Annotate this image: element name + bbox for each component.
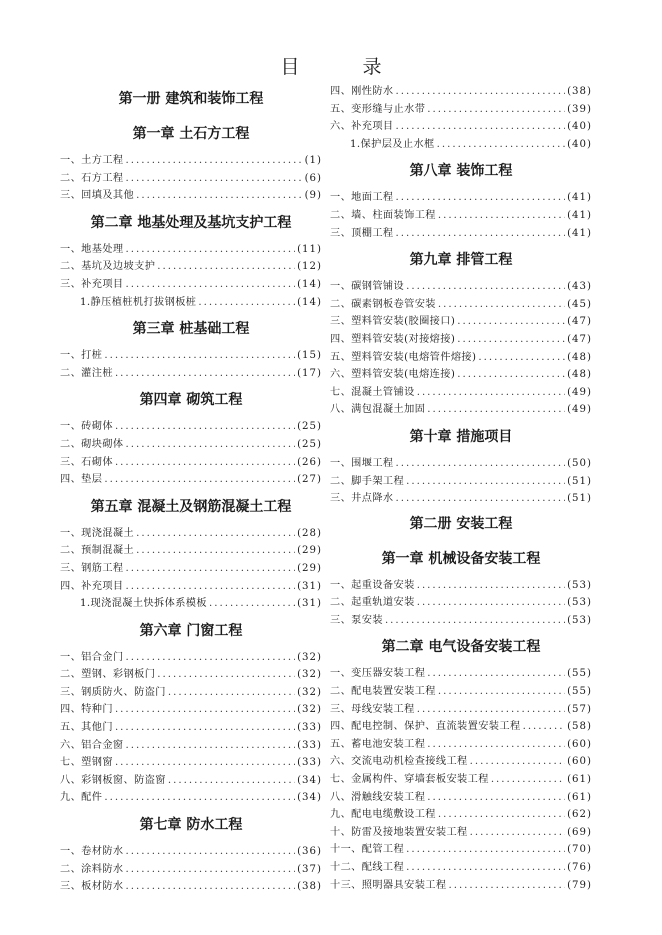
dot-leader [438,207,565,225]
volume-heading: 第二册 安装工程 [409,515,513,532]
entry-title: 六、补充项目 [330,121,394,133]
entry-title: 三、回填及其他 [60,190,135,202]
entry-title: 四、特种门 [60,704,113,716]
entry-title: 1.现浇混凝土快拆体系模板 [80,598,207,610]
toc-entry [60,878,322,896]
entry-title: 五、塑料管安装(电熔管件熔接) [330,351,477,363]
entry-title: 二、基坑及边坡支护 [60,261,156,273]
dot-leader [457,366,565,384]
entry-title: 八、彩钢板窗、防盗窗 [60,774,166,786]
dot-leader [457,331,565,349]
entry-page-number: (60) [567,756,592,768]
dot-leader [438,806,565,824]
entry-title: 六、塑料管安装(电熔连接) [330,369,456,381]
dot-leader [478,349,565,367]
entry-title: 一、卷材防水 [60,846,124,858]
toc-entry [330,207,592,225]
entry-title: 一、围堰工程 [330,457,394,469]
entry-page-number: (17) [297,367,322,379]
entry-title: 二、涂料防水 [60,863,124,875]
dot-leader [126,241,296,259]
entry-title: 九、配件 [60,792,103,804]
entry-page-number: (32) [297,686,322,698]
page-title: 目 录 [280,56,404,78]
toc-entry [60,701,322,719]
entry-page-number: (55) [567,686,592,698]
toc-entry [60,772,322,790]
dot-leader [427,789,565,807]
toc-entry [330,118,592,136]
entry-page-number: (51) [567,475,592,487]
dot-leader [126,737,296,755]
entry-page-number: (61) [567,791,592,803]
toc-entry [60,276,322,294]
toc-left-column [60,83,322,896]
toc-entry [330,841,592,859]
dot-leader [126,560,296,578]
toc-entry [330,331,592,349]
dot-leader [406,841,565,859]
dot-leader [209,595,295,613]
entry-page-number: (41) [567,227,592,239]
entry-title: 一、地基处理 [60,243,124,255]
entry-title: 六、交流电动机检查接线工程 [330,756,468,768]
entry-page-number: (31) [297,598,322,610]
entry-title: 二、灌注桩 [60,367,113,379]
entry-title: 十一、配管工程 [330,844,405,856]
toc-entry [60,347,322,365]
dot-leader [448,877,565,895]
entry-page-number: (9) [304,190,322,202]
entry-title: 十二、配线工程 [330,862,405,873]
dot-leader [457,313,565,331]
toc-entry [60,365,322,383]
entry-page-number: (26) [297,456,322,468]
entry-page-number: (57) [567,703,592,715]
toc-right-column [330,83,592,894]
entry-title: 一、铝合金门 [60,651,124,663]
entry-title: 二、起重轨道安装 [330,597,415,609]
entry-page-number: (25) [297,438,322,450]
toc-entry [330,189,592,207]
entry-title: 四、补充项目 [60,580,124,592]
entry-page-number: (79) [567,879,592,891]
toc-entry [330,101,592,119]
dot-leader [104,347,295,365]
entry-page-number: (29) [297,562,322,574]
toc-subentry [60,595,322,613]
entry-page-number: (76) [567,862,592,873]
toc-entry [60,789,322,807]
toc-entry [330,612,592,630]
dot-leader [126,152,303,170]
entry-title: 三、母线安装工程 [330,703,415,715]
toc-entry [60,754,322,772]
dot-leader [115,701,295,719]
dot-leader [157,258,295,276]
entry-page-number: (41) [567,209,592,221]
entry-page-number: (41) [567,192,592,204]
entry-page-number: (14) [297,278,322,290]
entry-page-number: (58) [567,721,592,733]
entry-page-number: (1) [304,155,322,166]
entry-page-number: (47) [567,333,592,345]
toc-entry [330,349,592,367]
dot-leader [126,276,296,294]
dot-leader [470,824,565,842]
dot-leader [115,454,295,472]
entry-title: 二、塑钢、彩钢板门 [60,669,156,681]
dot-leader [438,296,565,314]
entry-page-number: (49) [567,404,592,416]
chapter-heading: 第一章 机械设备安装工程 [381,550,541,567]
toc-entry [60,861,322,879]
toc-entry [330,824,592,842]
entry-page-number: (32) [297,669,322,681]
entry-page-number: (55) [567,668,592,680]
entry-page-number: (32) [297,651,322,663]
toc-entry [330,490,592,508]
toc-entry [60,684,322,702]
entry-page-number: (62) [567,809,592,821]
chapter-heading: 第二章 地基处理及基坑支护工程 [90,214,292,231]
toc-entry [330,683,592,701]
toc-entry [60,525,322,543]
toc-entry [60,258,322,276]
entry-page-number: (50) [567,457,592,469]
chapter-heading: 第七章 防水工程 [139,817,243,834]
entry-page-number: (34) [297,774,322,786]
entry-page-number: (37) [297,863,322,875]
entry-title: 三、补充项目 [60,278,124,290]
entry-page-number: (60) [567,738,592,750]
toc-entry [330,859,592,877]
entry-title: 四、塑料管安装(对接熔接) [330,333,456,345]
entry-title: 六、铝合金窗 [60,739,124,751]
toc-entry [60,843,322,861]
dot-leader [126,649,296,667]
entry-page-number: (6) [304,172,322,184]
entry-page-number: (11) [297,243,322,255]
toc-entry [330,771,592,789]
entry-title: 一、碳钢管铺设 [330,281,405,293]
toc-entry [330,278,592,296]
toc-entry [60,436,322,454]
dot-leader [104,789,295,807]
dot-leader [406,278,565,296]
dot-leader [427,665,565,683]
entry-page-number: (53) [567,597,592,609]
entry-page-number: (28) [297,527,322,539]
dot-leader [406,473,565,491]
chapter-heading: 第六章 门窗工程 [139,622,243,639]
dot-leader [136,525,295,543]
toc-entry [60,666,322,684]
dot-leader [168,772,295,790]
entry-title: 一、起重设备安装 [330,579,415,591]
dot-leader [417,577,565,595]
toc-entry [60,170,322,188]
entry-title: 一、地面工程 [330,192,394,204]
entry-title: 十三、照明器具安装工程 [330,879,447,891]
toc-entry [330,83,592,101]
toc-entry [60,241,322,259]
entry-page-number: (48) [567,351,592,363]
entry-page-number: (69) [567,826,592,838]
dot-leader [417,384,565,402]
entry-title: 四、配电控制、保护、直流装置安装工程 [330,721,521,733]
entry-page-number: (34) [297,792,322,804]
toc-entry [330,665,592,683]
entry-page-number: (36) [297,846,322,858]
entry-page-number: (33) [297,739,322,751]
entry-title: 八、满包混凝土加固 [330,404,426,416]
entry-page-number: (40) [567,138,592,150]
dot-leader [438,683,565,701]
entry-title: 七、混凝土管铺设 [330,386,415,398]
entry-page-number: (53) [567,614,592,626]
entry-page-number: (25) [297,421,322,433]
entry-page-number: (27) [297,474,322,486]
toc-entry [60,152,322,170]
dot-leader [385,612,565,630]
entry-title: 三、顶棚工程 [330,227,394,239]
toc-entry [330,718,592,736]
entry-title: 一、土方工程 [60,155,124,166]
entry-page-number: (33) [297,757,322,769]
entry-title: 五、蓄电池安装工程 [330,738,426,750]
entry-title: 二、碳素钢板卷管安装 [330,298,436,310]
dot-leader [427,736,565,754]
toc-entry [330,296,592,314]
chapter-heading: 第五章 混凝土及钢筋混凝土工程 [90,498,292,515]
dot-leader [126,843,296,861]
toc-subentry [60,294,322,312]
toc-entry [60,719,322,737]
toc-entry [330,384,592,402]
dot-leader [115,418,295,436]
entry-title: 1.保护层及止水框 [350,138,435,150]
entry-title: 二、预制混凝土 [60,545,135,557]
dot-leader [136,542,295,560]
entry-title: 三、钢筋工程 [60,562,124,574]
toc-entry [330,753,592,771]
entry-page-number: (15) [297,350,322,362]
entry-title: 二、石方工程 [60,172,124,184]
dot-leader [396,455,566,473]
toc-entry [330,455,592,473]
toc-subentry [330,136,592,154]
entry-page-number: (40) [567,121,592,133]
entry-page-number: (43) [567,281,592,293]
entry-page-number: (45) [567,298,592,310]
dot-leader [198,294,295,312]
entry-title: 一、变压器安装工程 [330,668,426,680]
entry-page-number: (61) [567,774,592,786]
entry-page-number: (38) [567,86,592,97]
dot-leader [126,861,296,879]
toc-entry [330,577,592,595]
entry-page-number: (29) [297,545,322,557]
entry-title: 三、板材防水 [60,881,124,893]
entry-title: 三、塑料管安装(胶圈接口) [330,316,456,328]
chapter-heading: 第八章 装饰工程 [409,163,513,180]
toc-entry [330,366,592,384]
dot-leader [396,189,566,207]
entry-title: 三、钢质防火、防盗门 [60,686,166,698]
chapter-heading: 第三章 桩基础工程 [132,321,250,338]
toc-entry [330,877,592,895]
dot-leader [126,578,296,596]
toc-entry [330,225,592,243]
dot-leader [396,118,566,136]
dot-leader [136,187,302,205]
toc-entry [330,313,592,331]
entry-page-number: (70) [567,844,592,856]
entry-page-number: (14) [297,296,322,308]
dot-leader [427,401,565,419]
toc-entry [330,701,592,719]
entry-title: 七、金属构件、穿墙套板安装工程 [330,774,489,786]
dot-leader [406,859,565,877]
dot-leader [168,684,295,702]
entry-title: 五、变形缝与止水带 [330,103,426,115]
entry-title: 三、石砌体 [60,456,113,468]
entry-page-number: (12) [297,261,322,273]
toc-entry [330,473,592,491]
entry-title: 一、现浇混凝土 [60,527,135,539]
entry-title: 三、井点降水 [330,493,394,505]
chapter-heading: 第二章 电气设备安装工程 [381,639,541,656]
toc-entry [330,806,592,824]
entry-title: 五、其他门 [60,722,113,734]
entry-title: 1.静压植桩机打拔钢板桩 [80,296,197,308]
dot-leader [417,701,565,719]
chapter-heading: 第十章 措施项目 [409,428,513,445]
toc-entry [330,401,592,419]
toc-entry [330,594,592,612]
toc-entry [330,736,592,754]
entry-title: 八、滑触线安装工程 [330,791,426,803]
entry-title: 四、刚性防水 [330,86,394,97]
toc-entry [60,542,322,560]
dot-leader [126,436,296,454]
dot-leader [437,136,565,154]
dot-leader [126,170,303,188]
entry-title: 十、防雷及接地装置安装工程 [330,826,468,838]
toc-entry [60,471,322,489]
dot-leader [126,878,296,896]
dot-leader [396,225,566,243]
entry-title: 一、砖砌体 [60,421,113,433]
entry-page-number: (48) [567,369,592,381]
entry-title: 二、砌块砌体 [60,438,124,450]
dot-leader [523,718,566,736]
volume-heading: 第一册 建筑和装饰工程 [118,91,264,107]
dot-leader [115,719,295,737]
entry-title: 二、脚手架工程 [330,475,405,487]
dot-leader [396,83,566,101]
chapter-heading: 第一章 土石方工程 [132,126,250,142]
entry-page-number: (47) [567,316,592,328]
toc-entry [60,454,322,472]
entry-page-number: (33) [297,722,322,734]
dot-leader [491,771,565,789]
dot-leader [115,754,295,772]
dot-leader [396,490,566,508]
dot-leader [157,666,295,684]
entry-page-number: (32) [297,704,322,716]
toc-entry [60,418,322,436]
entry-page-number: (39) [567,103,592,115]
dot-leader [115,365,295,383]
entry-page-number: (51) [567,493,592,505]
entry-page-number: (53) [567,579,592,591]
chapter-heading: 第九章 排管工程 [409,252,513,269]
dot-leader [470,753,565,771]
dot-leader [417,594,565,612]
entry-title: 九、配电电缆敷设工程 [330,809,436,821]
entry-page-number: (49) [567,386,592,398]
dot-leader [104,471,295,489]
entry-title: 四、垫层 [60,474,103,486]
entry-title: 二、配电装置安装工程 [330,686,436,698]
toc-entry [330,789,592,807]
toc-entry [60,737,322,755]
chapter-heading: 第四章 砌筑工程 [139,392,243,409]
dot-leader [427,101,565,119]
entry-title: 三、泵安装 [330,614,383,626]
entry-title: 二、墙、柱面装饰工程 [330,209,436,221]
toc-entry [60,649,322,667]
entry-title: 一、打桩 [60,350,103,362]
entry-title: 七、塑钢窗 [60,757,113,769]
toc-entry [60,578,322,596]
toc-entry [60,560,322,578]
toc-entry [60,187,322,205]
entry-page-number: (31) [297,580,322,592]
entry-page-number: (38) [297,881,322,893]
